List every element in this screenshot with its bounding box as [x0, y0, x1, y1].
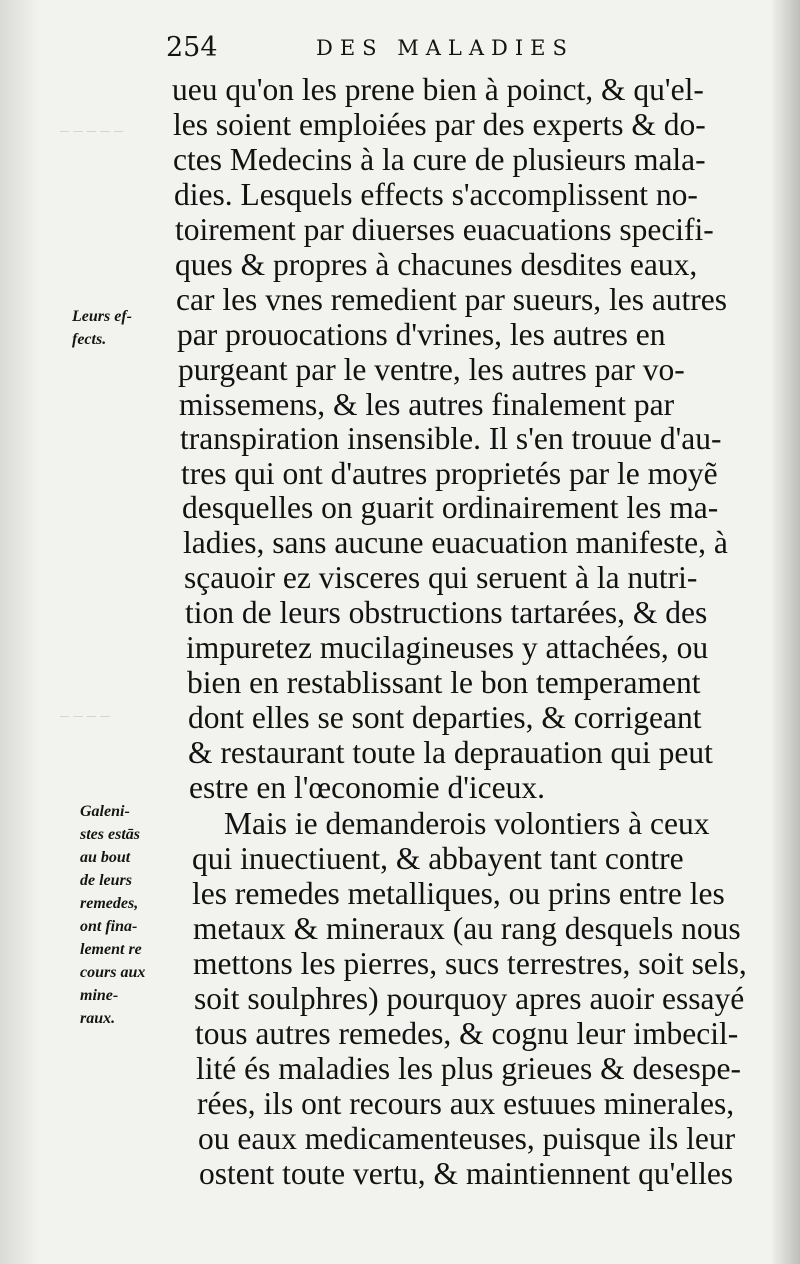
- margin-note-effects: [72, 305, 132, 351]
- text-line: les soient emploiées par des experts & do-: [173, 107, 706, 142]
- text-line: par prouocations d'vrines, les autres en: [177, 317, 666, 352]
- text-line: ou eaux medicamenteuses, puisque ils leur: [198, 1121, 736, 1156]
- text-line: ques & propres à chacunes desdites eaux,: [175, 247, 698, 282]
- running-head: [166, 32, 766, 72]
- margin-note-line: ont fina-: [80, 918, 138, 935]
- text-line: rées, ils ont recours aux estuues minerales,: [197, 1086, 735, 1121]
- margin-note-line: cours aux: [80, 964, 146, 981]
- margin-note-line: fects.: [72, 331, 107, 348]
- text-line: ladies, sans aucune euacuation manifeste, à: [183, 525, 728, 560]
- text-line: lité és maladies les plus grieues & desespe-: [196, 1051, 741, 1086]
- text-line: qui inuectiuent, & abbayent tant contre: [192, 841, 684, 876]
- text-line: ctes Medecins à la cure de plusieurs mala-: [173, 142, 706, 177]
- margin-note-line: raux.: [80, 1010, 116, 1027]
- running-title: DES MALADIES: [316, 36, 574, 60]
- text-line: bien en restablissant le bon temperament: [187, 665, 701, 700]
- margin-note-line: Galeni-: [80, 803, 130, 820]
- text-line: Mais ie demanderois volontiers à ceux: [224, 806, 710, 841]
- page-number: 254: [166, 32, 218, 63]
- text-line: mettons les pierres, sucs terrestres, soit sels,: [193, 946, 747, 981]
- margin-note-line: remedes,: [80, 895, 139, 912]
- text-line: & restaurant toute la deprauation qui peut: [188, 735, 713, 770]
- text-line: dont elles se sont departies, & corrigeant: [188, 700, 702, 735]
- show-through-text: – – – –: [60, 705, 110, 725]
- margin-note-galenistes: [80, 800, 145, 1030]
- margin-note-line: de leurs: [80, 872, 132, 889]
- text-line: metaux & mineraux (au rang desquels nous: [193, 911, 741, 946]
- text-line: estre en l'œconomie d'iceux.: [189, 770, 545, 805]
- text-line: sçauoir ez visceres qui seruent à la nutri-: [184, 560, 698, 595]
- margin-note-line: stes estās: [80, 826, 140, 843]
- text-line: soit soulphres) pourquoy apres auoir essayé: [194, 981, 745, 1016]
- margin-note-line: au bout: [80, 849, 131, 866]
- text-line: transpiration insensible. Il s'en trouue d'au-: [180, 421, 722, 456]
- text-line: tous autres remedes, & cognu leur imbecil-: [195, 1016, 739, 1051]
- text-line: dies. Lesquels effects s'accomplissent no-: [174, 177, 698, 212]
- text-line: les remedes metalliques, ou prins entre les: [192, 876, 725, 911]
- text-line: car les vnes remedient par sueurs, les autres: [176, 282, 728, 317]
- text-line: toirement par diuerses euacuations specifi-: [175, 212, 714, 247]
- text-line: missemens, & les autres finalement par: [179, 387, 675, 422]
- text-line: ueu qu'on les prene bien à poinct, & qu'el-: [172, 72, 704, 107]
- text-line: tres qui ont d'autres proprietés par le moyẽ: [181, 456, 718, 491]
- text-line: impuretez mucilagineuses y attachées, ou: [186, 630, 709, 665]
- margin-note-line: mine-: [80, 987, 119, 1004]
- show-through-text: – – – – –: [60, 120, 123, 140]
- text-line: tion de leurs obstructions tartarées, & des: [185, 595, 708, 630]
- text-line: purgeant par le ventre, les autres par vo-: [178, 352, 685, 387]
- margin-note-line: Leurs ef-: [72, 308, 132, 325]
- text-line: ostent toute vertu, & maintiennent qu'elles: [199, 1156, 734, 1191]
- margin-note-line: lement re: [80, 941, 142, 958]
- text-line: desquelles on guarit ordinairement les ma-: [182, 490, 719, 525]
